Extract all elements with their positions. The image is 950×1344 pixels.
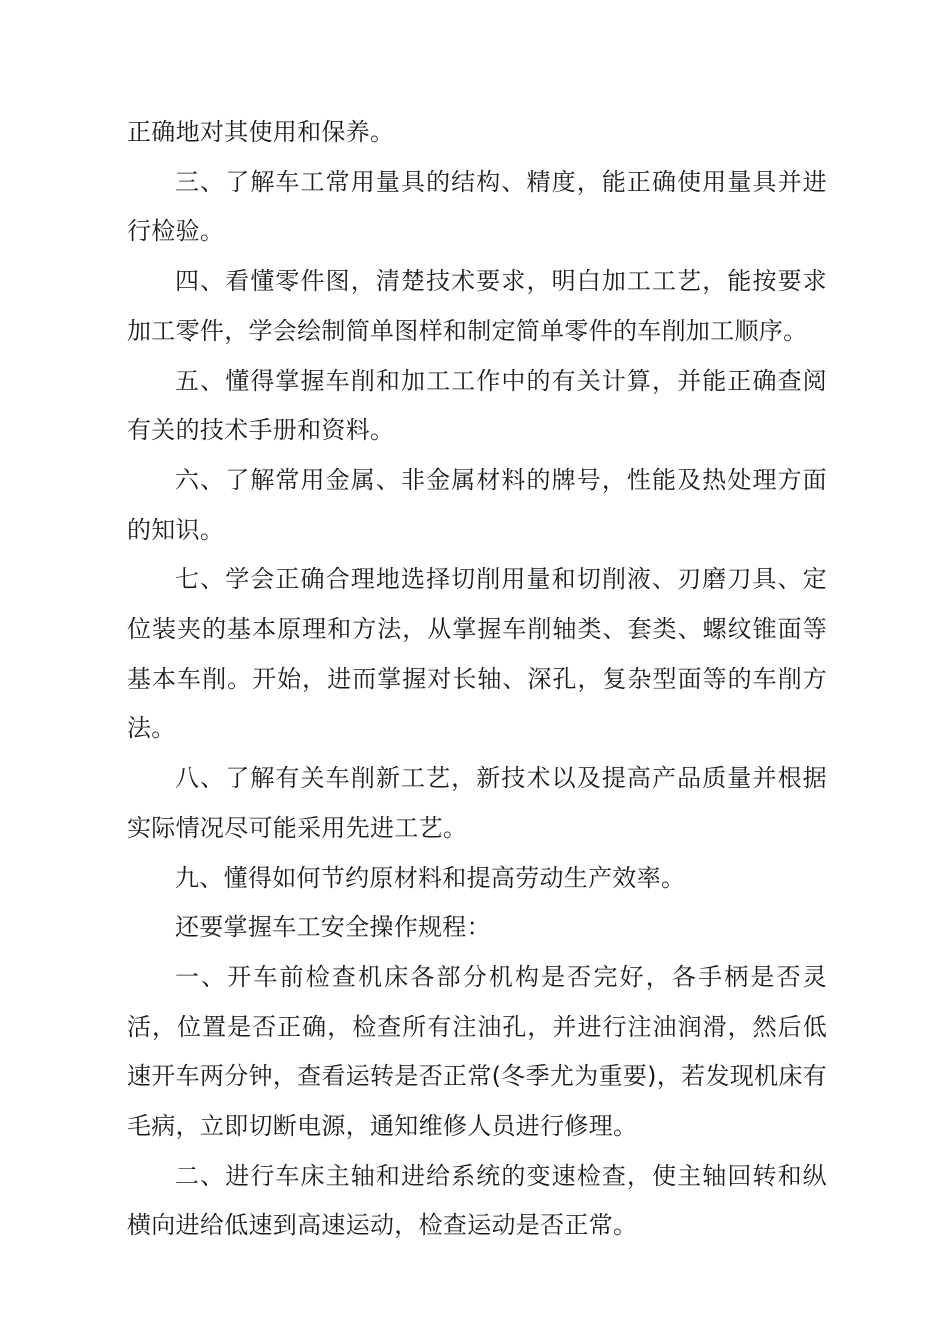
paragraph-continuation: 正确地对其使用和保养。 [127,118,395,146]
paragraph-item-8: 八、了解有关车削新工艺，新技术以及提高产品质量并根据实际情况尽可能采用先进工艺。 [127,764,827,842]
paragraph-item-7: 七、学会正确合理地选择切削用量和切削液、刃磨刀具、定位装夹的基本原理和方法，从掌握车削轴类、套类、螺纹锥面等基本车削。开始，进而掌握对长轴、深孔，复杂型面等的车削方法。 [127,565,827,743]
document-body [127,108,827,1251]
paragraph-safety-1: 一、开车前检查机床各部分机构是否完好，各手柄是否灵活，位置是否正确，检查所有注油孔，并进行注油润滑，然后低速开车两分钟，查看运转是否正常(冬季尤为重要)，若发现机床有毛病，立即切断电源，通知维修人员进行修理。 [127,962,827,1141]
paragraph-safety-intro: 还要掌握车工安全操作规程： [175,913,491,942]
paragraph-item-6: 六、了解常用金属、非金属材料的牌号，性能及热处理方面的知识。 [127,465,827,544]
paragraph-item-5: 五、懂得掌握车削和加工工作中的有关计算，并能正确查阅有关的技术手册和资料。 [127,366,827,445]
paragraph-item-4: 四、看懂零件图，清楚技术要求，明白加工工艺，能按要求加工零件，学会绘制简单图样和制定简单零件的车削加工顺序。 [127,267,827,345]
paragraph-item-3: 三、了解车工常用量具的结构、精度，能正确使用量具并进行检验。 [127,167,827,246]
paragraph-safety-2: 二、进行车床主轴和进给系统的变速检查，使主轴回转和纵横向进给低速到高速运动，检查运动是否正常。 [127,1161,827,1240]
paragraph-item-9: 九、懂得如何节约原材料和提高劳动生产效率。 [175,863,686,892]
